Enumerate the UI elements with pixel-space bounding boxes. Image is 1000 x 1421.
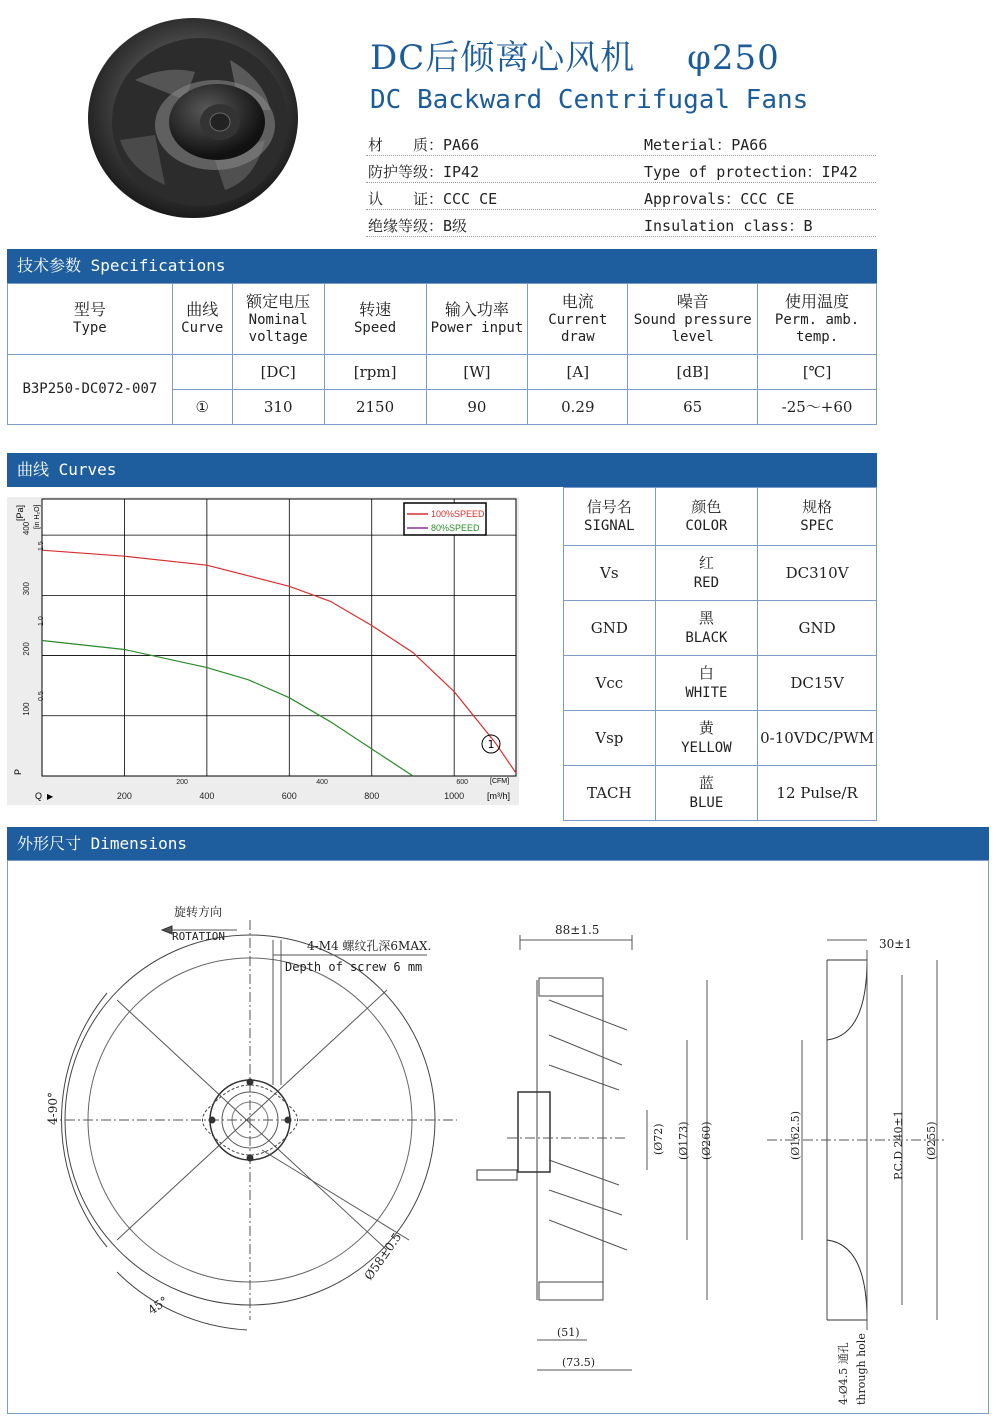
header-cell: 额定电压 Nominal voltage <box>232 284 324 355</box>
hole-label-cn: 4-Ø4.5 通孔 <box>837 1342 850 1405</box>
chart-legend <box>404 503 486 535</box>
header-cell: 输入功率 Power input <box>426 284 528 355</box>
y-axis-label: P <box>13 768 23 775</box>
units-row <box>8 355 877 390</box>
secondary-x-tick-label: 600 <box>456 779 469 786</box>
property-en: Type of protection：IP42 <box>644 163 858 181</box>
spec-cell: DC15V <box>758 656 877 711</box>
property-en: Meterial：PA66 <box>644 136 768 154</box>
signal-cell: TACH <box>564 766 656 821</box>
performance-chart <box>7 497 519 805</box>
table-header-row <box>564 488 877 546</box>
spec-cell: DC310V <box>758 546 877 601</box>
spec-cell: 0-10VDC/PWM <box>758 711 877 766</box>
model-cell: B3P250-DC072-007 <box>8 355 173 425</box>
x-tick-label: 200 <box>116 791 132 801</box>
header-cell: 信号名 SIGNAL <box>564 488 656 546</box>
y-tick-label: 200 <box>22 642 31 656</box>
color-cell: 蓝 BLUE <box>655 766 758 821</box>
power-cell: 90 <box>426 390 528 425</box>
page-subtitle: DC Backward Centrifugal Fans <box>370 85 809 115</box>
y-tick-label: 300 <box>22 581 31 596</box>
speed-cell: 2150 <box>324 390 426 425</box>
signal-cell: Vcc <box>564 656 656 711</box>
empty-cell <box>172 355 232 390</box>
property-cn: 绝缘等级：B级 <box>368 217 468 235</box>
header-cell: 曲线 Curve <box>172 284 232 355</box>
d162-label: (Ø162.5) <box>789 1110 802 1160</box>
color-cell: 白 WHITE <box>655 656 758 711</box>
secondary-x-tick-label: 400 <box>316 779 328 786</box>
section-header-curves: 曲线 Curves <box>7 453 877 487</box>
current-cell: 0.29 <box>528 390 628 425</box>
header-cell: 噪音 Sound pressure level <box>628 284 758 355</box>
angle-label: 4-90° <box>46 1092 60 1125</box>
x-unit-cfm: [CFM] <box>490 778 510 785</box>
table-row <box>564 711 877 766</box>
color-cell: 黑 BLACK <box>655 601 758 656</box>
y-unit-pa: [Pa] <box>15 504 25 521</box>
screw-label-en: Depth of screw 6 mm <box>285 960 423 974</box>
unit-cell: [rpm] <box>324 355 426 390</box>
front-view <box>47 920 457 1330</box>
d72-label: (Ø72) <box>652 1123 665 1155</box>
table-row <box>564 766 877 821</box>
signal-cell: Vs <box>564 546 656 601</box>
voltage-cell: 310 <box>232 390 324 425</box>
secondary-y-tick-label: 0.5 <box>38 691 45 702</box>
title-cn: DC后倾离心风机 <box>370 38 636 78</box>
secondary-y-tick-label: 1.0 <box>38 616 45 627</box>
x-tick-label: 600 <box>281 791 297 801</box>
title-size: φ250 <box>687 38 780 78</box>
fan-photo <box>75 10 305 225</box>
property-cn: 防护等级：IP42 <box>368 163 480 181</box>
dimension-drawing <box>7 860 989 1414</box>
d260-label: (Ø260) <box>700 1121 713 1160</box>
header-cell: 使用温度 Perm. amb. temp. <box>758 284 877 355</box>
legend-label-80: 80%SPEED <box>431 523 480 533</box>
table-row <box>564 601 877 656</box>
property-en: Approvals：CCC CE <box>644 190 795 208</box>
pcd-label: P.C.D 240±1 <box>892 1110 905 1180</box>
header-cell: 型号 Type <box>8 284 173 355</box>
header-cell: 转速 Speed <box>324 284 426 355</box>
property-row <box>366 211 876 237</box>
signal-cell: Vsp <box>564 711 656 766</box>
specifications-table <box>7 283 877 425</box>
secondary-x-tick-label: 200 <box>176 779 188 786</box>
signal-cell: GND <box>564 601 656 656</box>
rotation-label-en: ROTATION <box>172 930 225 943</box>
unit-cell: [A] <box>528 355 628 390</box>
d255-label: (Ø255) <box>925 1121 938 1160</box>
y-tick-label: 400 <box>22 521 31 536</box>
ring-width-label: 30±1 <box>879 937 912 951</box>
x-tick-label: 800 <box>364 791 380 801</box>
curve-cell: ① <box>172 390 232 425</box>
angle-45-label: 45° <box>145 1293 171 1318</box>
x-tick-label: 1000 <box>444 791 465 801</box>
x-unit-m3h: [m³/h] <box>487 791 511 801</box>
w51-label: (51) <box>557 1326 580 1339</box>
header-cell: 电流 Current draw <box>528 284 628 355</box>
screw-label-cn: 4-M4 螺纹孔深6MAX. <box>307 939 432 953</box>
color-cell: 红 RED <box>655 546 758 601</box>
noise-cell: 65 <box>628 390 758 425</box>
signal-table <box>563 487 877 821</box>
unit-cell: [DC] <box>232 355 324 390</box>
unit-cell: [W] <box>426 355 528 390</box>
temp-cell: -25～+60 <box>758 390 877 425</box>
hub-diameter-label: Ø58±0.5 <box>361 1230 405 1283</box>
table-row <box>564 546 877 601</box>
color-cell: 黄 YELLOW <box>655 711 758 766</box>
property-cn: 认 证：CCC CE <box>368 190 498 208</box>
d173-label: (Ø173) <box>677 1121 690 1160</box>
side-width-label: 88±1.5 <box>555 923 600 937</box>
side-view <box>477 935 707 1370</box>
section-header-dimensions: 外形尺寸 Dimensions <box>7 827 989 861</box>
property-row <box>366 157 876 183</box>
legend-label-100: 100%SPEED <box>431 509 485 519</box>
unit-cell: [dB] <box>628 355 758 390</box>
property-row <box>366 184 876 210</box>
y-unit-inh2o: [in H₂O] <box>34 504 41 529</box>
property-cn: 材 质：PA66 <box>368 136 480 154</box>
x-axis-label: Q <box>35 791 43 801</box>
section-header-specifications: 技术参数 Specifications <box>7 249 877 283</box>
property-row <box>366 130 876 156</box>
spec-cell: GND <box>758 601 877 656</box>
page-title <box>370 30 780 79</box>
table-header-row <box>8 284 877 355</box>
property-en: Insulation class：B <box>644 217 813 235</box>
x-tick-label: 400 <box>199 791 215 801</box>
spec-cell: 12 Pulse/R <box>758 766 877 821</box>
header-cell: 规格 SPEC <box>758 488 877 546</box>
w73-label: (73.5) <box>562 1356 596 1369</box>
y-tick-label: 100 <box>22 702 31 716</box>
hole-label-en: through hole <box>855 1333 868 1405</box>
curve-marker: 1 <box>487 738 495 751</box>
header-cell: 颜色 COLOR <box>655 488 758 546</box>
rotation-label-cn: 旋转方向 <box>174 905 223 919</box>
unit-cell: [℃] <box>758 355 877 390</box>
x-axis-arrow: ▶ <box>47 792 54 801</box>
table-row <box>564 656 877 711</box>
secondary-y-tick-label: 1.5 <box>38 541 45 552</box>
